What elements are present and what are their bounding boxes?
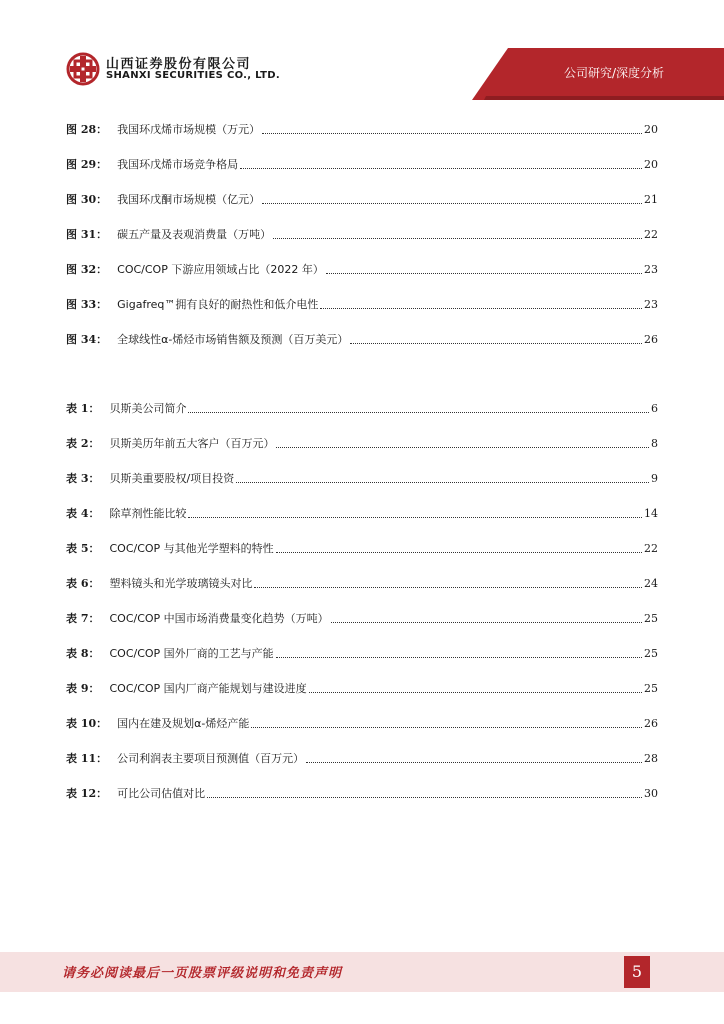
toc-page-number: 26	[644, 333, 658, 346]
toc-number: 表 11：	[66, 752, 108, 765]
toc-row-table[interactable]	[66, 676, 658, 696]
toc-number: 图 33：	[66, 298, 108, 311]
company-logo-icon	[66, 52, 100, 86]
toc-leader-dots	[207, 796, 642, 798]
toc-row-figure[interactable]	[66, 222, 658, 242]
toc-row-figure[interactable]	[66, 327, 658, 347]
toc-page-number: 14	[644, 507, 658, 520]
toc-leader-dots	[273, 237, 642, 239]
disclaimer-text: 请务必阅读最后一页股票评级说明和免责声明	[62, 966, 343, 981]
toc-title: COC/COP 中国市场消费量变化趋势（万吨）	[109, 612, 329, 625]
toc-number: 表 10：	[66, 717, 108, 730]
toc-title: 贝斯美重要股权/项目投资	[109, 472, 235, 485]
toc-leader-dots	[251, 726, 642, 728]
toc-row-figure[interactable]	[66, 117, 658, 137]
company-name-cn: 山西证券股份有限公司	[106, 57, 252, 72]
toc-row-figure[interactable]	[66, 257, 658, 277]
toc-number: 图 30：	[66, 193, 108, 206]
company-name-en: SHANXI SECURITIES CO., LTD.	[106, 70, 280, 81]
toc-page-number: 23	[644, 298, 658, 311]
toc-row-table[interactable]	[66, 466, 658, 486]
toc-number: 表 8：	[66, 647, 100, 660]
toc-title: COC/COP 国内厂商产能规划与建设进度	[109, 682, 307, 695]
toc-page-number: 26	[644, 717, 658, 730]
toc-leader-dots	[276, 551, 642, 553]
toc-number: 表 2：	[66, 437, 100, 450]
toc-number: 表 7：	[66, 612, 100, 625]
page-footer	[0, 952, 724, 992]
toc-row-table[interactable]	[66, 606, 658, 626]
toc-page-number: 9	[651, 472, 658, 485]
toc-title: 我国环戊烯市场竞争格局	[117, 158, 239, 171]
toc-number: 表 6：	[66, 577, 100, 590]
toc-page-number: 8	[651, 437, 658, 450]
toc-leader-dots	[262, 132, 642, 134]
toc-leader-dots	[331, 621, 642, 623]
toc-leader-dots	[188, 411, 649, 413]
toc-leader-dots	[188, 516, 642, 518]
toc-row-table[interactable]	[66, 641, 658, 661]
toc-leader-dots	[254, 586, 642, 588]
toc-page-number: 24	[644, 577, 658, 590]
toc-title: 我国环戊酮市场规模（亿元）	[117, 193, 261, 206]
toc-row-table[interactable]	[66, 501, 658, 521]
toc-page-number: 23	[644, 263, 658, 276]
toc-number: 图 32：	[66, 263, 108, 276]
toc-leader-dots	[276, 656, 642, 658]
toc-title: 贝斯美历年前五大客户（百万元）	[109, 437, 275, 450]
toc-page-number: 6	[651, 402, 658, 415]
toc-title: 国内在建及规划α-烯烃产能	[117, 717, 250, 730]
toc-leader-dots	[240, 167, 642, 169]
toc-title: COC/COP 下游应用领域占比（2022 年）	[117, 263, 324, 276]
toc-row-table[interactable]	[66, 781, 658, 801]
toc-title: 贝斯美公司简介	[109, 402, 187, 415]
toc-page-number: 25	[644, 612, 658, 625]
toc-page-number: 28	[644, 752, 658, 765]
toc-number: 图 31：	[66, 228, 108, 241]
toc-title: COC/COP 与其他光学塑料的特性	[109, 542, 274, 555]
toc-number: 表 4：	[66, 507, 100, 520]
toc-page-number: 20	[644, 123, 658, 136]
toc-leader-dots	[309, 691, 642, 693]
toc-row-figure[interactable]	[66, 152, 658, 172]
toc-row-figure[interactable]	[66, 187, 658, 207]
toc-row-table[interactable]	[66, 571, 658, 591]
toc-row-table[interactable]	[66, 711, 658, 731]
toc-page-number: 22	[644, 228, 658, 241]
page-header	[0, 0, 724, 100]
toc-leader-dots	[276, 446, 649, 448]
toc-number: 表 5：	[66, 542, 100, 555]
toc-title: 碳五产量及表观消费量（万吨）	[117, 228, 272, 241]
toc-page-number: 30	[644, 787, 658, 800]
toc-row-table[interactable]	[66, 396, 658, 416]
toc-number: 图 29：	[66, 158, 108, 171]
toc-leader-dots	[262, 202, 642, 204]
toc-leader-dots	[320, 307, 642, 309]
toc-number: 图 28：	[66, 123, 108, 136]
toc-leader-dots	[326, 272, 642, 274]
toc-number: 表 3：	[66, 472, 100, 485]
toc-leader-dots	[350, 342, 642, 344]
toc-title: 我国环戊烯市场规模（万元）	[117, 123, 261, 136]
toc-title: Gigafreq™拥有良好的耐热性和低介电性	[117, 298, 319, 311]
section-label: 公司研究/深度分析	[563, 66, 664, 80]
toc-page-number: 22	[644, 542, 658, 555]
toc-leader-dots	[236, 481, 649, 483]
toc-number: 表 1：	[66, 402, 100, 415]
toc-page-number: 20	[644, 158, 658, 171]
toc-number: 图 34：	[66, 333, 108, 346]
toc-title: 除草剂性能比较	[109, 507, 187, 520]
toc-leader-dots	[306, 761, 642, 763]
toc-row-table[interactable]	[66, 746, 658, 766]
toc-title: COC/COP 国外厂商的工艺与产能	[109, 647, 274, 660]
toc-title: 塑料镜头和光学玻璃镜头对比	[109, 577, 253, 590]
toc-page-number: 21	[644, 193, 658, 206]
header-red-band	[0, 0, 724, 100]
toc-number: 表 9：	[66, 682, 100, 695]
toc-row-table[interactable]	[66, 536, 658, 556]
toc-row-figure[interactable]	[66, 292, 658, 312]
toc-title: 全球线性α-烯烃市场销售额及预测（百万美元）	[117, 333, 349, 346]
toc-number: 表 12：	[66, 787, 108, 800]
toc-title: 可比公司估值对比	[117, 787, 206, 800]
toc-row-table[interactable]	[66, 431, 658, 451]
page-number: 5	[624, 956, 650, 988]
toc-title: 公司利润表主要项目预测值（百万元）	[117, 752, 305, 765]
toc-page-number: 25	[644, 682, 658, 695]
toc-page-number: 25	[644, 647, 658, 660]
